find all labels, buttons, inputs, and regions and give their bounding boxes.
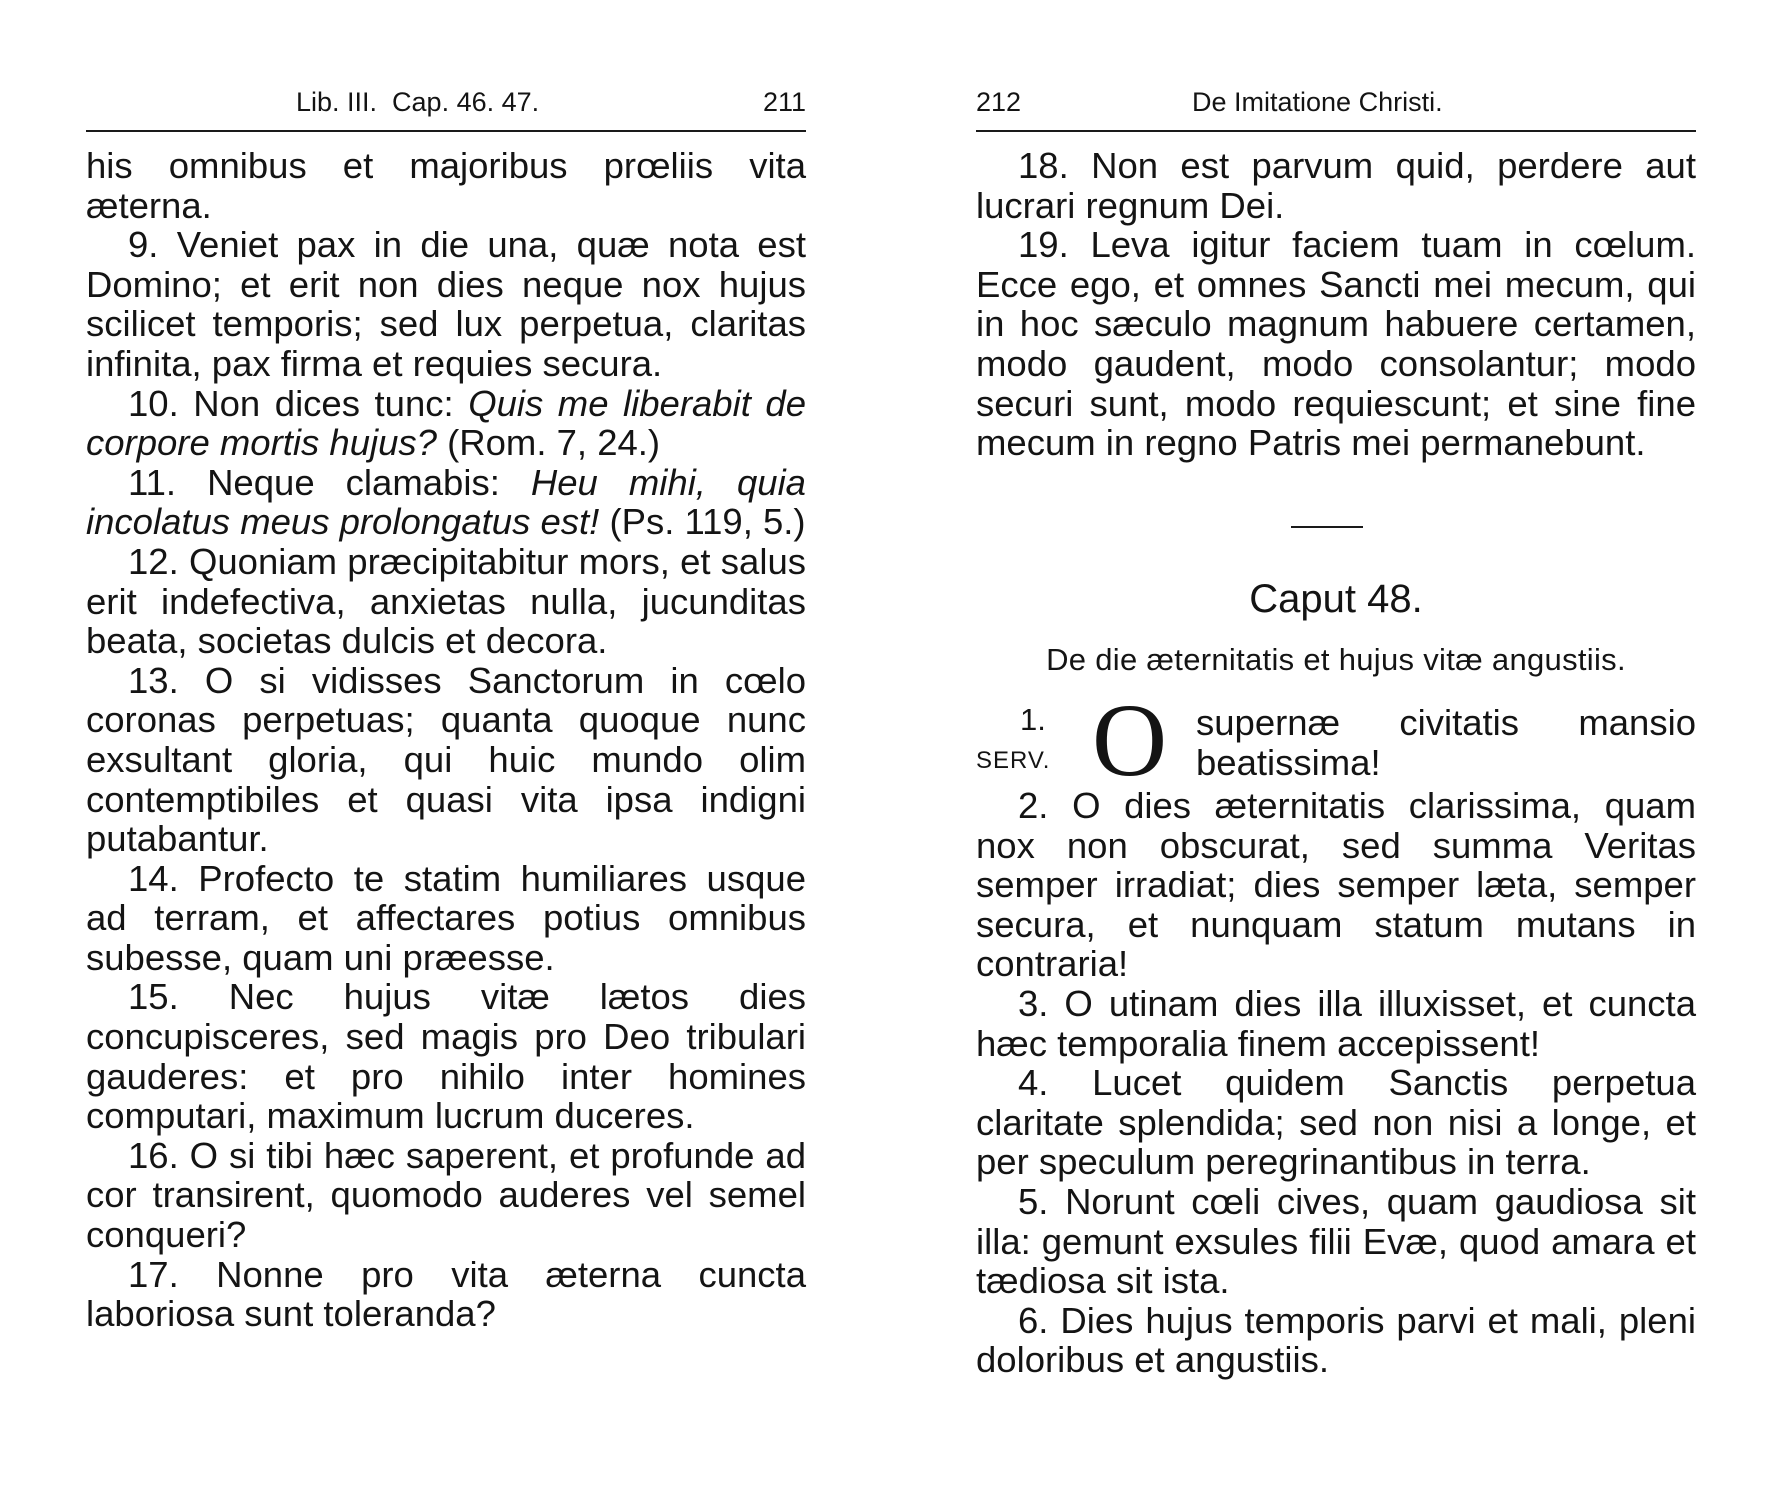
paragraph-text: 12. Quoniam præcipitabitur mors, et salus erit indefectiva, anxietas nulla, jucunditas beata, societas dulcis et decora. [86,540,806,662]
paragraph [976,1063,1696,1182]
drop-cap-letter: O [1092,683,1168,798]
page-body [86,146,806,1334]
paragraph-text: 11. Neque clamabis: [128,461,531,503]
paragraph [86,146,806,225]
page-body-bottom [976,786,1696,1380]
paragraph-text: 5. Norunt cœli cives, quam gaudiosa sit illa: gemunt exsules filii Evæ, quod amara et tædiosa sit ista. [976,1180,1696,1302]
paragraph [86,661,806,859]
paragraph-text: 19. Leva igitur faciem tuam in cœlum. Ecce ego, et omnes Sancti mei mecum, qui in hoc sæculo magnum habuere certamen, modo gaudent, modo consolantur; modo securi sunt, modo requiescunt; et sine fine mecum in regno Patris mei permanebunt. [976,224,1696,464]
paragraph-text: 6. Dies hujus temporis parvi et mali, pleni doloribus et angustiis. [976,1299,1696,1381]
paragraph-text: 18. Non est parvum quid, perdere aut lucrari regnum Dei. [976,145,1696,226]
chapter-title: Caput 48. [1249,577,1423,621]
paragraph-text: 2. O dies æternitatis clarissima, quam nox non obscurat, sed summa Veritas semper irradiat; dies semper læta, semper secura, et nunquam statum mutans in contraria! [976,785,1696,985]
paragraph [86,384,806,463]
running-header [976,82,1696,122]
paragraph-text: 16. O si tibi hæc saperent, et profunde ad cor transirent, quomodo auderes vel semel conqueri? [86,1134,806,1256]
paragraph [86,463,806,542]
dropcap-text: supernæ civitatis mansio beatissima! [1196,702,1696,783]
paragraph [86,225,806,383]
header-rule [976,130,1696,132]
left-page [86,0,806,1500]
speaker-label: SERV. [976,747,1051,774]
paragraph [976,786,1696,984]
right-page [976,0,1696,1500]
paragraph [976,1182,1696,1301]
paragraph [86,1255,806,1334]
page-number: 212 [976,87,1022,117]
paragraph-text: 17. Nonne pro vita æterna cuncta laboriosa sunt toleranda? [86,1253,806,1335]
italic-quotation: Quis me liberabit de corpore mortis hujus? [86,382,806,464]
paragraph-text: his omnibus et majoribus prœliis vita æterna. [86,145,806,226]
running-title: De Imitatione Christi. [1192,87,1443,117]
paragraph [86,977,806,1135]
section-divider [1291,526,1363,528]
italic-quotation: Heu mihi, quia incolatus meus prolongatus est! [86,461,806,543]
verse-number: 1. [1020,702,1046,737]
header-rule [86,130,806,132]
dropcap-paragraph [976,683,1696,798]
paragraph-text: (Rom. 7, 24.) [436,422,661,464]
paragraph-text: 9. Veniet pax in die una, quæ nota est Domino; et erit non dies neque nox hujus scilicet temporis; sed lux perpetua, claritas infinita, pax firma et requies secura. [86,224,806,384]
running-header [86,82,806,122]
paragraph [976,1301,1696,1380]
paragraph [976,146,1696,225]
chapter-subtitle: De die æternitatis et hujus vitæ angustiis. [1046,642,1626,677]
paragraph-text: 10. Non dices tunc: [128,382,469,424]
paragraph [86,542,806,661]
paragraph [86,1136,806,1255]
paragraph [976,984,1696,1063]
page-number: 211 [762,87,806,117]
paragraph-text: 4. Lucet quidem Sanctis perpetua claritate splendida; sed non nisi a longe, et per speculum peregrinantibus in terra. [976,1062,1696,1183]
paragraph [976,225,1696,463]
paragraph-text: 14. Profecto te statim humiliares usque ad terram, et affectares potius omnibus subesse, quam uni præesse. [86,857,806,978]
running-title: Lib. III. Cap. 46. 47. [296,87,540,117]
paragraph-text: 3. O utinam dies illa illuxisset, et cuncta hæc temporalia finem accepissent! [976,982,1696,1064]
paragraph-text: (Ps. 119, 5.) [599,501,806,543]
paragraph-text: 13. O si vidisses Sanctorum in cœlo coronas perpetuas; quanta quoque nunc exsultant gloria, qui huic mundo olim contemptibiles et quasi vita ipsa indigni putabantur. [86,659,806,860]
paragraph-text: 15. Nec hujus vitæ lætos dies concupisceres, sed magis pro Deo tribulari gauderes: et pro nihilo inter homines computari, maximum lucrum duceres. [86,976,806,1137]
paragraph [86,859,806,978]
page-body-top [976,146,1696,463]
